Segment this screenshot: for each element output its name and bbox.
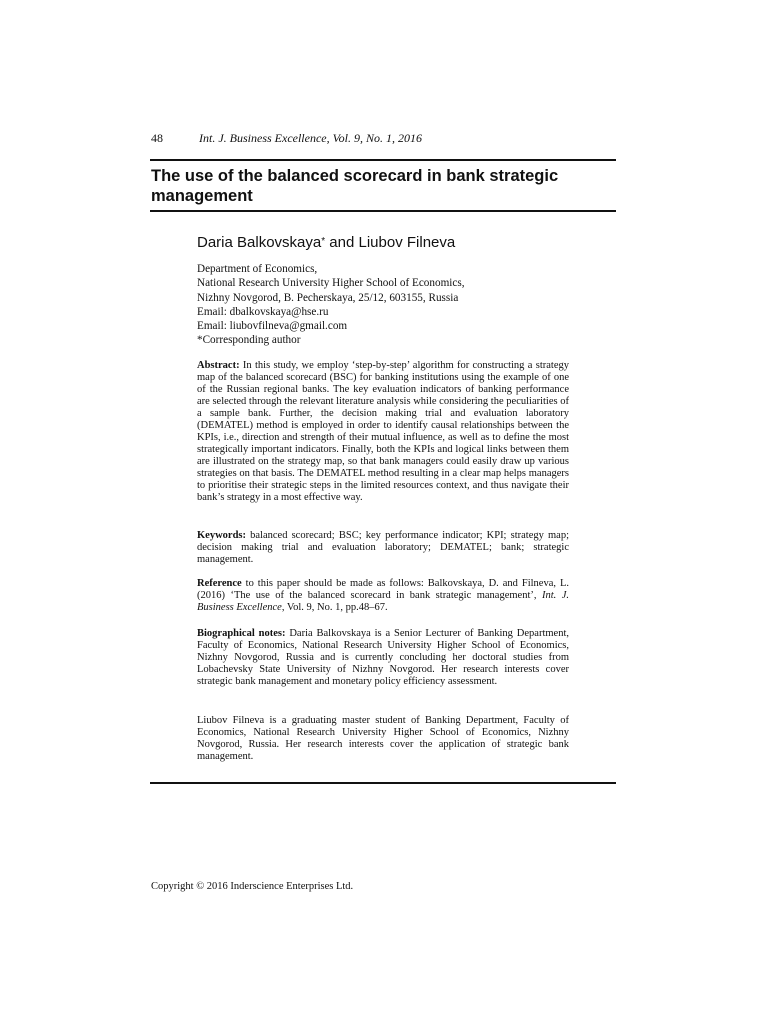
running-head — [151, 130, 422, 146]
journal-citation: Int. J. Business Excellence, Vol. 9, No. 1, 2016 — [199, 131, 422, 145]
corresponding-marker: * — [321, 236, 326, 247]
reference — [197, 578, 569, 614]
biography-text: Daria Balkovskaya is a Senior Lecturer of Banking Department, Faculty of Economics, National Research University Higher School of Economics, Nizhny Novgorod, Russia and is currently concluding her doctoral studies from Lobachevsky State University of Nizhny Novgorod. Her research interests cover strategic bank management and monetary policy efficiency assessment. — [197, 628, 569, 687]
keywords-label: Keywords: — [197, 530, 246, 541]
keywords — [197, 530, 569, 566]
page-number: 48 — [151, 131, 163, 145]
email-line: Email: liubovfilneva@gmail.com — [197, 320, 348, 333]
author-line — [197, 234, 455, 252]
corresponding-author-note: *Corresponding author — [197, 334, 301, 347]
department: Department of Economics, — [197, 263, 318, 275]
keywords-text: balanced scorecard; BSC; key performance indicator; KPI; strategy map; decision making trial and evaluation laboratory; DEMATEL; bank; strategic management. — [197, 530, 569, 565]
biographical-label: Biographical notes: — [197, 628, 286, 639]
reference-text: to this paper should be made as follows: Balkovskaya, D. and Filneva, L. (2016) ‘The use of the balanced scorecard in bank strategic management’, — [197, 578, 569, 601]
paper-title: The use of the balanced scorecard in bank strategic management — [151, 167, 559, 205]
copyright-notice: Copyright © 2016 Inderscience Enterprises Ltd. — [151, 881, 354, 892]
reference-text-end: , Vol. 9, No. 1, pp.48–67. — [281, 602, 388, 613]
title-rule — [150, 210, 616, 212]
reference-label: Reference — [197, 578, 242, 589]
institution: National Research University Higher School of Economics, — [197, 277, 465, 290]
abstract-label: Abstract: — [197, 360, 240, 371]
email-line: Email: dbalkovskaya@hse.ru — [197, 305, 329, 318]
author-name: Daria Balkovskaya — [197, 234, 322, 251]
author-name: Liubov Filneva — [358, 234, 456, 251]
biography-second: Liubov Filneva is a graduating master student of Banking Department, Faculty of Economics, National Research University Higher School of Economics, Nizhny Novgorod, Russia. Her research interests cover the application of strategic bank management. — [197, 715, 569, 762]
affiliation-block — [197, 262, 597, 348]
reference-journal: Int. J. Business Excellence — [197, 590, 569, 613]
abstract — [197, 360, 569, 504]
author-conjunction: and — [325, 234, 359, 251]
top-rule — [150, 159, 616, 161]
biographical-notes — [197, 628, 569, 688]
abstract-text: In this study, we employ ‘step-by-step’ algorithm for constructing a strategy map of the balanced scorecard (BSC) for banking institutions using the example of one of the Russian regional banks. The key evaluation indicators of banking performance are selected through the relevant literature analysis while considering the peculiarities of a sample bank. Further, the decision making trial and evaluation laboratory (DEMATEL) method is employed in order to identify causal relationships between the KPIs, i.e., direction and strength of their mutual influence, as well as to define the most strategically important indicators. Finally, both the KPIs and logical links between them are illustrated on the strategy map, so that bank managers could easily draw up various strategies on that basis. The DEMATEL method resulting in a clear map helps managers to prioritise their strategic steps in the limited resources context, and thus navigate their bank’s strategy in a most effective way. — [197, 360, 569, 503]
bottom-rule — [150, 782, 616, 784]
address: Nizhny Novgorod, B. Pecherskaya, 25/12, 603155, Russia — [197, 291, 459, 304]
